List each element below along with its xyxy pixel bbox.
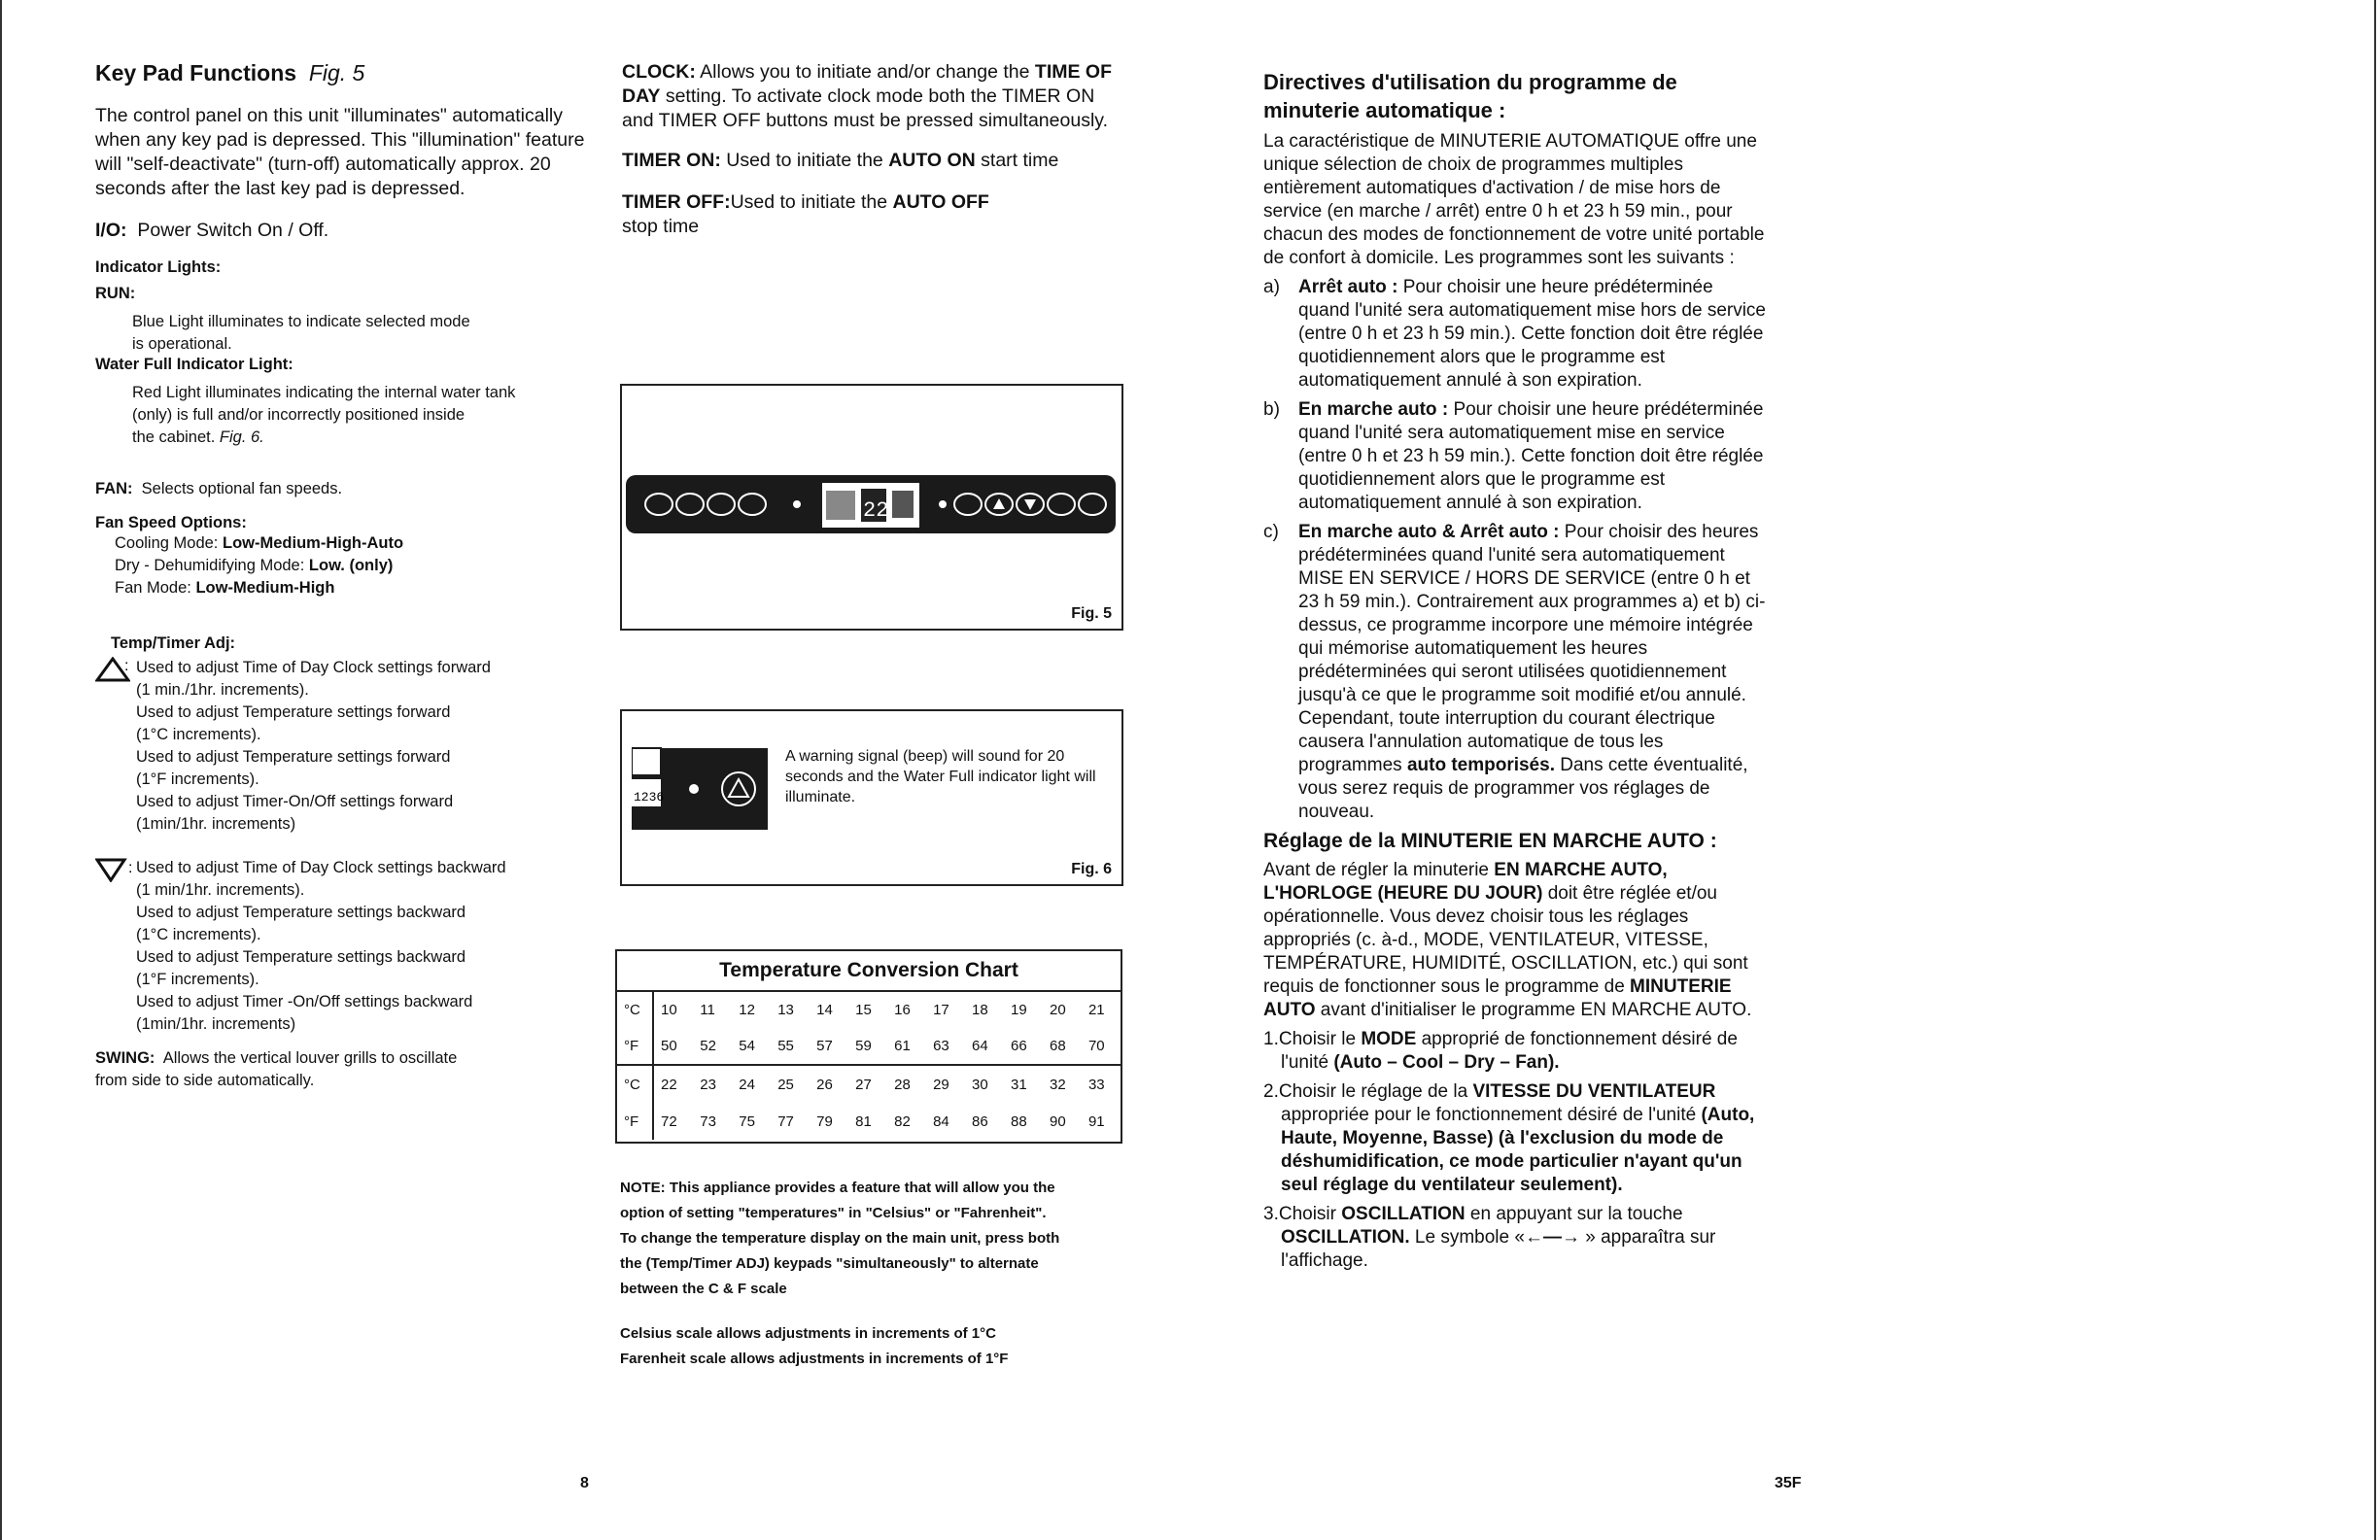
chart-value-cell: 31 <box>1011 1076 1027 1093</box>
chart-value-cell: 75 <box>739 1112 755 1130</box>
fig6-box <box>620 709 1123 886</box>
up-adjust-text <box>136 657 491 836</box>
chart-value-cell: 91 <box>1087 1112 1105 1130</box>
left-edge-line <box>0 0 2 1540</box>
chart-body <box>617 992 1121 1140</box>
up-adjust-line: Used to adjust Temperature settings forward <box>136 748 451 766</box>
timer-off-text: TIMER OFF:Used to initiate the AUTO OFF stop time <box>622 191 989 237</box>
chart-value-cell: 12 <box>739 1001 755 1018</box>
chart-row <box>617 1103 1121 1140</box>
chart-value-cell: 50 <box>661 1037 677 1054</box>
chart-value-cell: 24 <box>739 1076 755 1093</box>
chart-table-group <box>617 992 1121 1066</box>
chart-value-cell: 82 <box>894 1112 911 1130</box>
chart-unit-cell: °C <box>617 1066 653 1103</box>
chart-value-cell: 11 <box>700 1001 715 1018</box>
up-adjust-line: (1min/1hr. increments) <box>136 815 296 833</box>
chart-value-cell: 33 <box>1087 1076 1105 1093</box>
chart-value-cell: 17 <box>933 1001 949 1018</box>
down-adjust-line: (1 min/1hr. increments). <box>136 881 305 899</box>
chart-value-cell: 64 <box>972 1037 988 1054</box>
step-2: 2.Choisir le réglage de la VITESSE DU VENTILATEUR appropriée pour le fonctionnement désiré de l'unité (Auto, Haute, Moyenne, Basse) (à l'exclusion du mode de déshumidification, ce mode particulier n'ayant qu'un seul réglage du ventilateur seulement). <box>1263 1081 1755 1195</box>
chart-row <box>617 992 1121 1027</box>
swing-text: SWING: Allows the vertical louver grills to oscillate from side to side automatically. <box>95 1049 458 1089</box>
timer-on-text: TIMER ON: Used to initiate the AUTO ON start time <box>622 150 1059 171</box>
chart-value-cell: 55 <box>777 1037 794 1054</box>
fig5-label: Fig. 5 <box>1071 605 1112 622</box>
chart-value-cell: 52 <box>700 1037 716 1054</box>
temperature-conversion-chart <box>615 949 1122 1144</box>
chart-value-cell: 18 <box>972 1001 988 1018</box>
down-adjust-line: (1°C increments). <box>136 926 261 943</box>
temp-timer-heading: Temp/Timer Adj: <box>111 634 236 652</box>
chart-unit-cell: °F <box>617 1027 653 1065</box>
chart-table-group <box>617 1066 1121 1140</box>
down-adjust-text <box>136 857 506 1036</box>
right-edge-line <box>2374 0 2376 1540</box>
clock-text: CLOCK: Allows you to initiate and/or change the TIME OF DAY setting. To activate clock mode both the TIMER ON and TIMER OFF buttons must be pressed simultaneously. <box>622 61 1112 131</box>
chart-title: Temperature Conversion Chart <box>617 951 1121 992</box>
keypad-intro: The control panel on this unit "illuminates" automatically when any key pad is depressed. This "illumination" feature will "self-deactivate" (turn-off) automatically approx. 20 seconds after the last key pad is depressed. <box>95 105 585 199</box>
chart-value-cell: 63 <box>933 1037 949 1054</box>
chart-value-cell: 15 <box>855 1001 872 1018</box>
chart-value-cell: 13 <box>777 1001 794 1018</box>
chart-value-cell: 28 <box>894 1076 911 1093</box>
chart-value-cell: 70 <box>1087 1037 1105 1054</box>
run-text: Blue Light illuminates to indicate selected mode is operational. <box>132 313 470 353</box>
svg-text:1236: 1236 <box>634 790 665 804</box>
chart-value-cell: 30 <box>972 1076 988 1093</box>
chart-value-cell: 61 <box>894 1037 911 1054</box>
middle-column <box>622 60 1127 239</box>
up-triangle-icon <box>95 657 136 836</box>
chart-value-cell: 57 <box>816 1037 833 1054</box>
water-label: Water Full Indicator Light: <box>95 356 293 373</box>
chart-value-cell: 86 <box>972 1112 988 1130</box>
chart-value-cell: 32 <box>1049 1076 1066 1093</box>
down-adjust-line: (1°F increments). <box>136 971 259 988</box>
chart-value-cell: 26 <box>816 1076 833 1093</box>
up-adjust-line: (1°F increments). <box>136 770 259 788</box>
down-adjust-line: Used to adjust Timer -On/Off settings backward <box>136 993 473 1010</box>
run-label: RUN: <box>95 285 136 302</box>
double-arrow-icon: ←—→ <box>1524 1227 1580 1248</box>
chart-value-cell: 77 <box>777 1112 794 1130</box>
chart-value-cell: 19 <box>1011 1001 1027 1018</box>
control-panel-illustration <box>622 386 1121 629</box>
io-line: I/O: Power Switch On / Off. <box>95 220 329 241</box>
down-adjust-line: (1min/1hr. increments) <box>136 1015 296 1033</box>
chart-value-cell: 90 <box>1049 1112 1066 1130</box>
up-adjust-line: Used to adjust Temperature settings forward <box>136 703 451 721</box>
up-adjust-line: Used to adjust Timer-On/Off settings forward <box>136 793 454 810</box>
down-adjust-line: Used to adjust Time of Day Clock settings backward <box>136 859 506 876</box>
chart-value-cell: 84 <box>933 1112 949 1130</box>
chart-value-cell: 10 <box>661 1001 677 1018</box>
down-triangle-icon <box>95 857 136 1036</box>
chart-value-cell: 88 <box>1011 1112 1027 1130</box>
chart-value-cell: 23 <box>700 1076 716 1093</box>
step-3: 3.Choisir OSCILLATION en appuyant sur la touche OSCILLATION. Le symbole «←—→ » apparaîtra sur l'affichage. <box>1263 1204 1716 1271</box>
chart-value-cell: 20 <box>1049 1001 1066 1018</box>
page-number-left: 8 <box>580 1475 589 1491</box>
chart-value-cell: 81 <box>855 1112 872 1130</box>
item-a: a) Arrêt auto : Pour choisir une heure prédéterminée quand l'unité sera automatiquement mise hors de service (entre 0 h et 23 h 59 min.). Cette fonction doit être réglée quotidiennement alors que le programme est automatiquement annulé à son expiration. <box>1263 277 1767 391</box>
chart-unit-cell: °F <box>617 1103 653 1140</box>
up-adjust-line: (1 min./1hr. increments). <box>136 681 309 699</box>
chart-value-cell: 54 <box>739 1037 755 1054</box>
down-adjust-line: Used to adjust Temperature settings backward <box>136 948 466 966</box>
water-text: Red Light illuminates indicating the internal water tank (only) is full and/or incorrectly positioned inside the cabinet. Fig. 6. <box>132 384 516 446</box>
chart-value-cell: 14 <box>816 1001 833 1018</box>
up-adjust-line: (1°C increments). <box>136 726 261 743</box>
french-title: Directives d'utilisation du programme de minuterie automatique : <box>1263 70 1677 122</box>
chart-value-cell: 66 <box>1011 1037 1027 1054</box>
chart-value-cell: 27 <box>855 1076 872 1093</box>
reglage-text: Avant de régler la minuterie EN MARCHE AUTO, L'HORLOGE (HEURE DU JOUR) doit être réglée et/ou opérationnelle. Vous devez choisir tous les réglages appropriés (c. à-d., MODE, VENTILATEUR, VITESSE, TEMPÉRATURE, HUMIDITÉ, OSCILLATION, etc.) qui sont requis de fonctionner sous le programme de MINUTERIE AUTO avant d'initialiser le programme EN MARCHE AUTO. <box>1263 860 1752 1020</box>
svg-text::: : <box>128 860 133 876</box>
svg-text:22: 22 <box>863 498 889 523</box>
item-b: b) En marche auto : Pour choisir une heure prédéterminée quand l'unité sera automatiquement mise en service (entre 0 h et 23 h 59 min.). Cette fonction doit être réglée quotidiennement alors que le programme est automatiquement annulé à son expiration. <box>1263 399 1764 513</box>
fan-speed-options: Cooling Mode: Low-Medium-High-Auto Dry - Dehumidifying Mode: Low. (only) Fan Mode: Low-Medium-High <box>115 534 404 597</box>
water-full-illustration <box>632 740 777 857</box>
fan-line: FAN: Selects optional fan speeds. <box>95 480 343 497</box>
indicator-heading: Indicator Lights: <box>95 258 222 276</box>
fig5-box <box>620 384 1123 631</box>
temperature-note: NOTE: This appliance provides a feature that will allow you the option of setting "temperatures" in "Celsius" or "Fahrenheit". To change the temperature display on the main unit, press both the (Temp/Timer ADJ) keypads "simultaneously" to alternate between the C & F scale Celsius scale allows adjustments in increments of 1°C Farenheit scale allows adjustments in increments of 1°F <box>620 1180 1060 1367</box>
chart-value-cell: 72 <box>661 1112 677 1130</box>
page-number-right: 35F <box>1775 1475 1802 1491</box>
chart-value-cell: 16 <box>894 1001 911 1018</box>
right-column <box>1263 68 1769 1273</box>
chart-value-cell: 29 <box>933 1076 949 1093</box>
fig6-label: Fig. 6 <box>1071 861 1112 877</box>
fig6-text: A warning signal (beep) will sound for 20 seconds and the Water Full indicator light will illuminate. <box>785 748 1096 805</box>
chart-value-cell: 79 <box>816 1112 833 1130</box>
reglage-heading: Réglage de la MINUTERIE EN MARCHE AUTO : <box>1263 830 1717 852</box>
up-adjust-line: Used to adjust Time of Day Clock settings forward <box>136 659 491 676</box>
chart-row <box>617 1027 1121 1065</box>
chart-row <box>617 1066 1121 1103</box>
chart-value-cell: 22 <box>661 1076 677 1093</box>
french-intro: La caractéristique de MINUTERIE AUTOMATIQUE offre une unique sélection de choix de programmes multiples entièrement automatiques d'activation / de mise hors de service (en marche / arrêt) entre 0 h et 23 h 59 min., pour chacun des modes de fonctionnement de votre unité portable de confort à domicile. Les programmes sont les suivants : <box>1263 131 1765 268</box>
chart-value-cell: 25 <box>777 1076 794 1093</box>
step-1: 1.Choisir le MODE approprié de fonctionnement désiré de l'unité (Auto – Cool – Dry – Fan). <box>1263 1029 1738 1073</box>
chart-value-cell: 73 <box>700 1112 716 1130</box>
left-column <box>95 60 601 1092</box>
down-adjust-block <box>95 857 601 1036</box>
keypad-title: Key Pad Functions Fig. 5 <box>95 60 365 86</box>
item-c: c) En marche auto & Arrêt auto : Pour choisir des heures prédéterminées quand l'unité sera automatiquement MISE EN SERVICE / HORS DE SERVICE (entre 0 h et 23 h 59 min.). Contrairement aux programmes a) et b) ci-dessus, ce programme incorpore une mémoire intégrée qui mémorise automatiquement les heures prédéterminées qui seront utilisées quotidiennement jusqu'à ce que le programme soit modifié et/ou annulé. Cependant, toute interruption du courant électrique causera l'annulation automatique de tous les programmes auto temporisés. Dans cette éventualité, vous serez requis de programmer vos réglages de nouveau. <box>1263 522 1766 822</box>
svg-text::: : <box>124 658 129 674</box>
up-adjust-block <box>95 657 601 836</box>
down-adjust-line: Used to adjust Temperature settings backward <box>136 904 466 921</box>
fan-speed-heading: Fan Speed Options: <box>95 514 247 531</box>
chart-value-cell: 59 <box>855 1037 872 1054</box>
chart-value-cell: 21 <box>1087 1001 1105 1018</box>
chart-value-cell: 68 <box>1049 1037 1066 1054</box>
chart-unit-cell: °C <box>617 992 653 1027</box>
